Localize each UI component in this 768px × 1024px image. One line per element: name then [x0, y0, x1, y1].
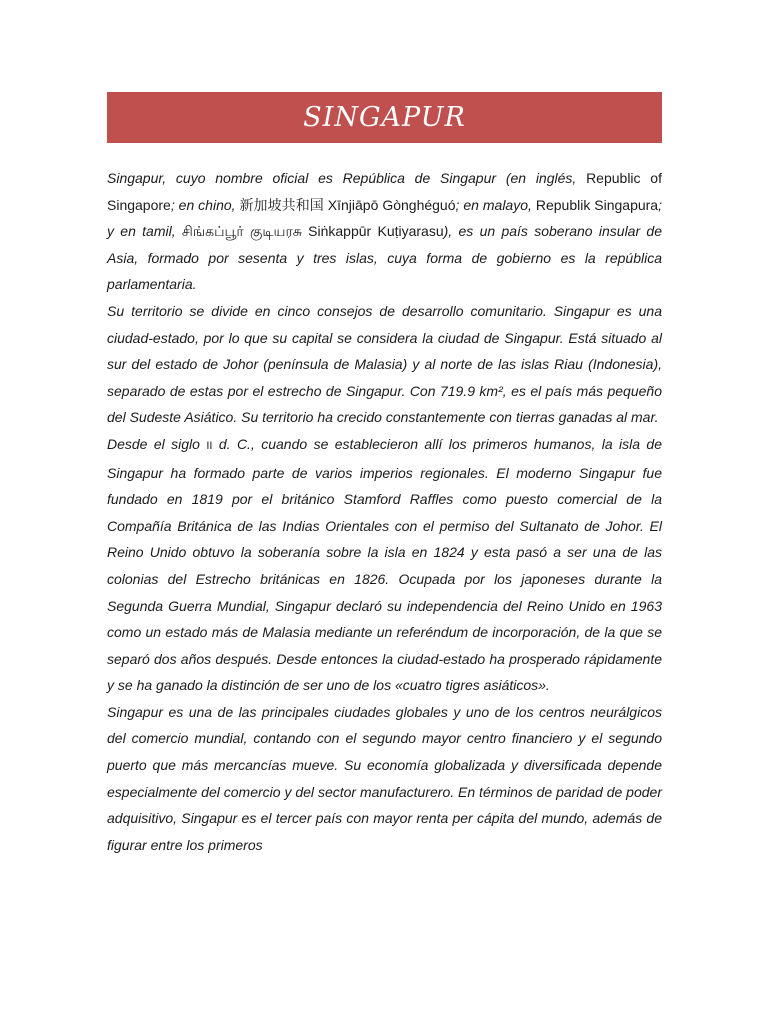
p1-text-i: ), es un país soberano insular de Asia, formado por sesenta y tres islas, cuya forma de gobierno es la república parlamentaria.: [107, 223, 662, 293]
p1-tamil-name: சிங்கப்பூர் குடியரசு Siṅkappūr Kuṭiyarasu: [181, 223, 444, 240]
p1-malay-name: Republik Singapura: [535, 196, 659, 213]
p1-text-g: ; y en tamil,: [107, 196, 662, 240]
title-banner: [107, 92, 662, 143]
p1-chinese-name: 新加坡共和国 Xīnjiāpō Gònghéguó: [239, 196, 456, 213]
p3-text-a: Desde el siglo: [107, 435, 207, 452]
paragraph-4: Singapur es una de las principales ciudades globales y uno de los centros neurálgicos del comercio mundial, contando con el segundo mayor centro financiero y el segundo puerto que más mercancías mueve. Su economía globalizada y diversificada depende especialmente del comercio y del sector manufacturero. En términos de paridad de poder adquisitivo, Singapur es el tercer país con mayor renta per cápita del mundo, además de figurar entre los primeros: [107, 703, 662, 853]
p3-text-c: d. C., cuando se establecieron allí los primeros humanos, la isla de Singapur ha formado parte de varios imperios regionales. El moderno Singapur fue fundado en 1819 por el británico Stamford Raffles como puesto comercial de la Compañía Británica de las Indias Orientales con el permiso del Sultanato de Johor. El Reino Unido obtuvo la soberanía sobre la isla en 1824 y esta pasó a ser una de las colonias del Estrecho británicas en 1826. Ocupada por los japoneses durante la Segunda Guerra Mundial, Singapur declaró su independencia del Reino Unido en 1963 como un estado más de Malasia mediante un referéndum de incorporación, de la que se separó dos años después. Desde entonces la ciudad-estado ha prosperado rápidamente y se ha ganado la distinción de ser uno de los «cuatro tigres asiáticos».: [107, 435, 662, 694]
article-body: [107, 165, 662, 858]
paragraph-2: Su territorio se divide en cinco consejos de desarrollo comunitario. Singapur es una ciudad-estado, por lo que su capital se considera la ciudad de Singapur. Está situado al sur del estado de Johor (península de Malasia) y al norte de las islas Riau (Indonesia), separado de estas por el estrecho de Singapur. Con 719.9 km², es el país más pequeño del Sudeste Asiático. Su territorio ha crecido constantemente con tierras ganadas al mar.: [107, 302, 662, 426]
paragraph-1: [107, 165, 662, 298]
p1-text-e: ; en malayo,: [455, 196, 536, 213]
page-title: SINGAPUR: [303, 102, 466, 133]
p1-english-name: Republic of Singapore: [107, 170, 662, 213]
p3-century: II: [206, 439, 213, 452]
p1-text-c: ; en chino,: [170, 196, 240, 213]
paragraph-3: [107, 431, 662, 699]
p1-text-a: Singapur, cuyo nombre oficial es República de Singapur (en inglés,: [107, 170, 587, 186]
